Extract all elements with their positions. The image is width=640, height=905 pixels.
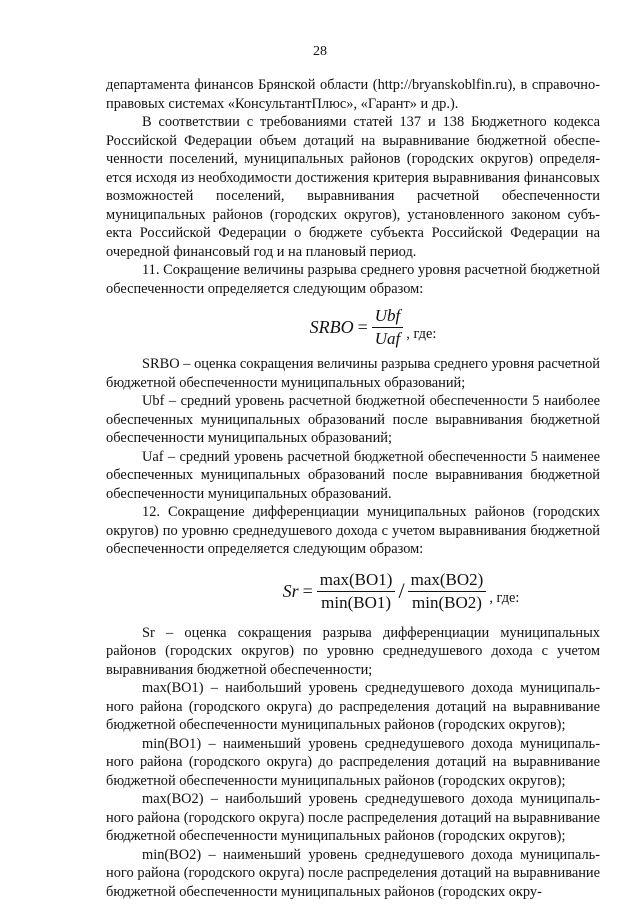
formula-srbo [106, 301, 600, 353]
paragraph-11-heading: 11. Сокращение величины разрыва среднего уровня расчетной бюджетной обеспеченности определяется следующим образом: [106, 262, 600, 297]
paragraph-1: департамента финансов Брянской области (http://bryanskoblfin.ru), в справочно-правовых системах «КонсультантПлюс», «Гарант» и др.). [106, 77, 600, 112]
formula-sr-fraction-2 [408, 570, 487, 613]
definition-min-bo1: min(ВО1) – наименьший уровень среднедушевого дохода муниципального района (городского округа) до распределения дотаций на выравнивание бюджетной обеспеченности муниципальных районов (городских округов); [106, 735, 600, 789]
formula-srbo-tail: , где: [406, 325, 437, 342]
definition-ubf: Ubf – средний уровень расчетной бюджетной обеспеченности 5 наиболее обеспеченных муниципальных образований после выравнивания бюджетной обеспеченности муниципальных образований; [106, 393, 600, 446]
formula-srbo-fraction [372, 306, 404, 349]
page-number: 28 [313, 44, 327, 59]
formula-srbo-denominator: Uaf [374, 328, 401, 348]
document-body [106, 76, 600, 901]
definition-max-bo2: max(ВО2) – наибольший уровень среднедушевого дохода муниципального района (городского округа) после распределения дотаций на выравнивание бюджетной обеспеченности муниципальных районов (городских округов); [106, 791, 600, 844]
formula-sr-fraction-1 [317, 570, 396, 613]
formula-sr [106, 562, 600, 622]
definition-srbo: SRBO – оценка сокращения величины разрыва среднего уровня расчетной бюджетной обеспеченности муниципальных образований; [106, 356, 600, 391]
definition-sr: Sr – оценка сокращения разрыва дифференциации муниципальных районов (городских округов) по уровню среднедушевого дохода с учетом выравнивания бюджетной обеспеченности; [106, 624, 600, 678]
definition-min-bo2: min(ВО2) – наименьший уровень среднедушевого дохода муниципального района (городского округа) после распределения дотаций на выравнивание бюджетной обеспеченности муниципальных районов (городских окру- [106, 846, 600, 900]
paragraph-2: В соответствии с требованиями статей 137 и 138 Бюджетного кодекса Российской Федерации объем дотаций на выравнивание бюджетной обеспеченности поселений, муниципальных районов (городских округов) определяется исходя из необходимости достижения критерия выравнивания финансовых возможностей поселений, выравнивания расчетной обеспеченности муниципальных районов (городских округов), установленного законом субъекта Российской Федерации о бюджете субъекта Российской Федерации на очередной финансовый год и на плановый период. [106, 114, 600, 260]
formula-srbo-equals: = [357, 316, 368, 337]
formula-sr-denominator-1: min(BO1) [321, 593, 392, 612]
formula-sr-equals: = [302, 581, 313, 602]
definition-max-bo1: max(ВО1) – наибольший уровень среднедушевого дохода муниципального района (городского округа) до распределения дотаций на выравнивание бюджетной обеспеченности муниципальных районов (городских округов); [106, 680, 600, 733]
formula-sr-numerator-2: max(BO2) [408, 570, 487, 592]
formula-sr-denominator-2: min(BO2) [412, 593, 482, 612]
paragraph-12-heading: 12. Сокращение дифференциации муниципальных районов (городских округов) по уровню среднедушевого дохода с учетом выравнивания бюджетной обеспеченности определяется следующим образом: [106, 504, 600, 557]
formula-sr-numerator-1: max(BO1) [317, 570, 396, 592]
formula-sr-slash: / [398, 578, 405, 604]
formula-sr-tail: , где: [489, 590, 520, 606]
formula-srbo-numerator: Ubf [372, 306, 404, 328]
formula-sr-lhs: Sr [282, 581, 299, 602]
definition-uaf: Uaf – средний уровень расчетной бюджетной обеспеченности 5 наименее обеспеченных муниципальных образований после выравнивания бюджетной обеспеченности муниципальных образований. [106, 448, 600, 502]
formula-srbo-lhs: SRBO [309, 316, 354, 337]
